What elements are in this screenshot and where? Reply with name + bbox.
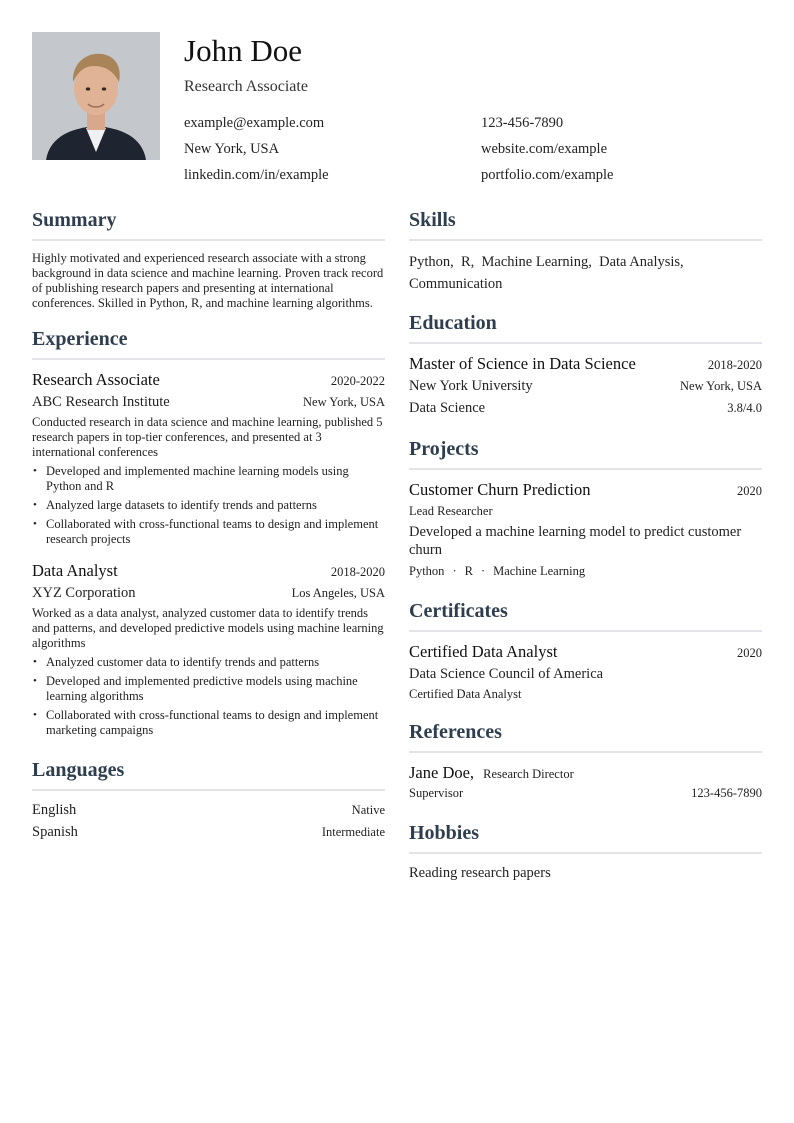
experience-date: 2020-2022 <box>330 374 385 388</box>
highlight-item: • Developed and implemented predictive models using machine learning algorithms <box>46 674 385 704</box>
education-degree: Master of Science in Data Science <box>409 354 636 373</box>
summary-text: Highly motivated and experienced research associate with a strong background in data science and machine learning. Proven track record of publishing research papers and presenting at international conferences. Skilled in Python, R, and machine learning algorithms. <box>32 251 384 310</box>
profile-photo <box>32 32 160 160</box>
language-level: Intermediate <box>321 825 385 839</box>
projects-heading: Projects <box>409 438 479 460</box>
language-name: English <box>32 802 77 818</box>
projects-divider <box>409 468 762 470</box>
avatar <box>32 32 160 160</box>
experience-entry <box>32 561 385 738</box>
hobbies-section <box>409 819 762 882</box>
phone-link[interactable]: 123-456-7890 <box>481 115 564 131</box>
hobbies-divider <box>409 852 762 854</box>
skill-item: Python, <box>409 254 454 270</box>
experience-highlights <box>32 464 385 547</box>
certificates-divider <box>409 630 762 632</box>
keyword-separator: · <box>452 564 457 578</box>
languages-section <box>32 756 385 841</box>
left-column <box>32 206 385 841</box>
candidate-name: John Doe <box>184 33 302 68</box>
language-row <box>32 823 385 841</box>
certificates-section <box>409 597 762 702</box>
experience-date: 2018-2020 <box>330 565 385 579</box>
skills-section <box>409 206 762 295</box>
education-area: Data Science <box>409 400 486 416</box>
experience-summary: Worked as a data analyst, analyzed customer data to identify trends and patterns, and developed predictive models using machine learning algorithms <box>32 606 384 650</box>
certificate-date: 2020 <box>737 646 762 660</box>
skills-list <box>409 251 762 295</box>
experience-position: Data Analyst <box>32 561 118 580</box>
highlight-item: • Analyzed customer data to identify trends and patterns <box>46 655 385 670</box>
education-location: New York, USA <box>680 379 762 393</box>
experience-location: Los Angeles, USA <box>291 586 385 600</box>
education-date: 2018-2020 <box>707 358 762 372</box>
references-section <box>409 718 762 801</box>
certificate-issuer: Data Science Council of America <box>409 666 604 682</box>
linkedin-link[interactable]: linkedin.com/in/example <box>184 167 329 183</box>
education-score: 3.8/4.0 <box>727 401 762 415</box>
reference-role: Research Director <box>483 767 574 781</box>
experience-location: New York, USA <box>303 395 385 409</box>
experience-highlights <box>32 655 385 738</box>
experience-company: ABC Research Institute <box>32 394 170 410</box>
project-name: Customer Churn Prediction <box>409 480 591 499</box>
education-institution: New York University <box>409 378 533 394</box>
highlight-item: • Collaborated with cross-functional teams to design and implement research projects <box>46 517 385 547</box>
highlight-item: • Analyzed large datasets to identify trends and patterns <box>46 498 385 513</box>
keyword-separator: · <box>480 564 486 578</box>
experience-position: Research Associate <box>32 370 160 389</box>
languages-divider <box>32 789 385 791</box>
experience-entry <box>32 370 385 547</box>
project-date: 2020 <box>737 484 762 498</box>
references-heading: References <box>409 721 502 743</box>
highlight-item: • Collaborated with cross-functional teams to design and implement marketing campaigns <box>46 708 385 738</box>
reference-relation: Supervisor <box>409 786 464 800</box>
experience-heading: Experience <box>32 328 128 350</box>
project-description: Developed a machine learning model to predict customer churn <box>409 524 742 558</box>
references-divider <box>409 751 762 753</box>
keyword-item: Python <box>409 564 445 578</box>
candidate-title: Research Associate <box>184 78 308 95</box>
right-column <box>409 206 762 882</box>
languages-heading: Languages <box>32 759 125 781</box>
education-divider <box>409 342 762 344</box>
keyword-item: R <box>464 564 473 578</box>
certificate-subtitle: Certified Data Analyst <box>409 687 522 701</box>
experience-summary: Conducted research in data science and machine learning, published 5 research papers in top-tier conferences, and presented at 3 international conferences <box>32 415 383 459</box>
skills-divider <box>409 239 762 241</box>
skill-item: Data Analysis, <box>599 254 684 270</box>
portfolio-link[interactable]: portfolio.com/example <box>481 167 614 183</box>
keyword-item: Machine Learning <box>493 564 586 578</box>
email-link[interactable]: example@example.com <box>184 115 325 131</box>
experience-company: XYZ Corporation <box>32 585 136 601</box>
language-level: Native <box>351 803 385 817</box>
reference-phone: 123-456-7890 <box>691 786 762 800</box>
skill-item: R, <box>460 254 475 270</box>
certificate-name: Certified Data Analyst <box>409 642 558 661</box>
language-name: Spanish <box>32 824 78 840</box>
education-heading: Education <box>409 312 497 334</box>
summary-divider <box>32 239 385 241</box>
highlight-item: • Developed and implemented machine learning models using Python and R <box>46 464 385 494</box>
hobby-item: Reading research papers <box>409 865 551 881</box>
website-link[interactable]: website.com/example <box>481 141 608 157</box>
skill-item: Machine Learning, <box>481 254 592 270</box>
location-text: New York, USA <box>184 141 280 157</box>
reference-name: Jane Doe, <box>409 763 475 782</box>
experience-section <box>32 325 385 738</box>
skill-item: Communication <box>409 276 503 292</box>
summary-section <box>32 206 385 311</box>
certificates-heading: Certificates <box>409 600 508 622</box>
project-role: Lead Researcher <box>409 504 493 518</box>
project-keywords <box>409 564 762 579</box>
experience-divider <box>32 358 385 360</box>
language-row <box>32 801 385 819</box>
education-section <box>409 309 762 417</box>
skills-heading: Skills <box>409 209 456 231</box>
summary-heading: Summary <box>32 209 117 231</box>
hobbies-heading: Hobbies <box>409 822 480 844</box>
projects-section <box>409 435 762 579</box>
